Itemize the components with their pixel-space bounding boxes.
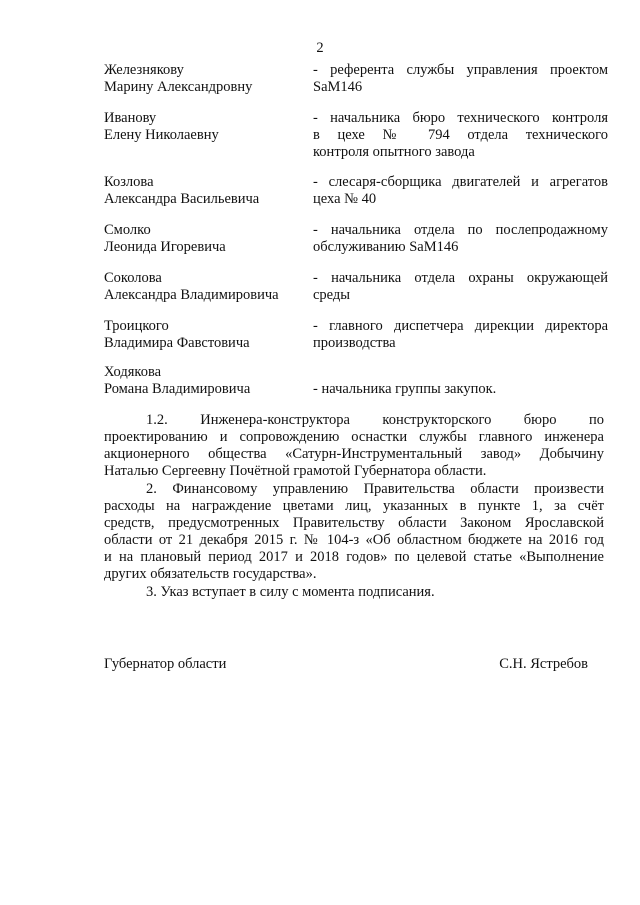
signatory-name: С.Н. Ястребов	[499, 656, 588, 672]
person-given-name: Романа Владимировича	[104, 381, 251, 397]
person-name	[104, 270, 304, 304]
role-line: - начальника отдела по послепродажному	[313, 222, 608, 238]
person-surname: Смолко	[104, 222, 151, 238]
person-given-name: Марину Александровну	[104, 79, 253, 95]
role-line: - референта службы управления проектом	[313, 62, 608, 78]
paragraph-2	[104, 481, 604, 583]
person-name	[104, 364, 304, 398]
role-line: в цехе № 794 отдела технического	[313, 127, 608, 143]
role-line: - главного диспетчера дирекции директора	[313, 318, 608, 334]
person-name	[104, 222, 304, 256]
paragraph-line: средств, предусмотренных Правительству области Законом Ярославской	[104, 515, 604, 531]
person-name	[104, 318, 304, 352]
person-role	[313, 270, 608, 304]
paragraph-line: 3. Указ вступает в силу с момента подписания.	[146, 584, 435, 600]
person-given-name: Александра Васильевича	[104, 191, 260, 207]
role-line: обслуживанию SaM146	[313, 239, 459, 255]
paragraph-line: других обязательств государства».	[104, 566, 317, 582]
paragraph-line: и на плановый период 2017 и 2018 годов» по целевой статье «Выполнение	[104, 549, 604, 565]
person-given-name: Леонида Игоревича	[104, 239, 226, 255]
person-role	[313, 222, 608, 256]
person-role	[313, 62, 608, 96]
paragraph-line: 1.2. Инженера-конструктора конструкторского бюро по	[146, 412, 604, 428]
paragraph-line: расходы на награждение цветами лиц, указанных в пункте 1, за счёт	[104, 498, 604, 514]
paragraph-line: акционерного общества «Сатурн-Инструментальный завод» Добычину	[104, 446, 604, 462]
person-given-name: Владимира Фавстовича	[104, 335, 250, 351]
person-surname: Железнякову	[104, 62, 184, 78]
person-given-name: Елену Николаевну	[104, 127, 219, 143]
role-line: SaM146	[313, 79, 363, 95]
person-role	[313, 318, 608, 352]
paragraph-1-2	[104, 412, 604, 480]
paragraph-line: области от 21 декабря 2015 г. № 104-з «Об областном бюджете на 2016 год	[104, 532, 604, 548]
person-role	[313, 110, 608, 161]
paragraph-line: Наталью Сергеевну Почётной грамотой Губернатора области.	[104, 463, 487, 479]
person-name	[104, 110, 304, 144]
signatory-position: Губернатор области	[104, 656, 227, 672]
person-surname: Козлова	[104, 174, 154, 190]
role-line: цеха № 40	[313, 191, 377, 207]
paragraph-line: проектированию и сопровождению оснастки службы главного инженера	[104, 429, 604, 445]
role-line: - начальника бюро технического контроля	[313, 110, 608, 126]
paragraph-3	[104, 584, 604, 601]
role-line: - начальника группы закупок.	[313, 381, 497, 397]
role-line: - слесаря-сборщика двигателей и агрегатов	[313, 174, 608, 190]
person-given-name: Александра Владимировича	[104, 287, 279, 303]
role-line: контроля опытного завода	[313, 144, 475, 160]
person-name	[104, 174, 304, 208]
person-surname: Троицкого	[104, 318, 169, 334]
person-surname: Иванову	[104, 110, 157, 126]
person-surname: Соколова	[104, 270, 162, 286]
person-name	[104, 62, 304, 96]
role-line: среды	[313, 287, 351, 303]
role-line: - начальника отдела охраны окружающей	[313, 270, 608, 286]
page-number: 2	[316, 40, 324, 56]
person-role	[313, 381, 608, 398]
paragraph-line: 2. Финансовому управлению Правительства области произвести	[146, 481, 604, 497]
role-line: производства	[313, 335, 396, 351]
person-role	[313, 174, 608, 208]
person-surname: Ходякова	[104, 364, 162, 380]
